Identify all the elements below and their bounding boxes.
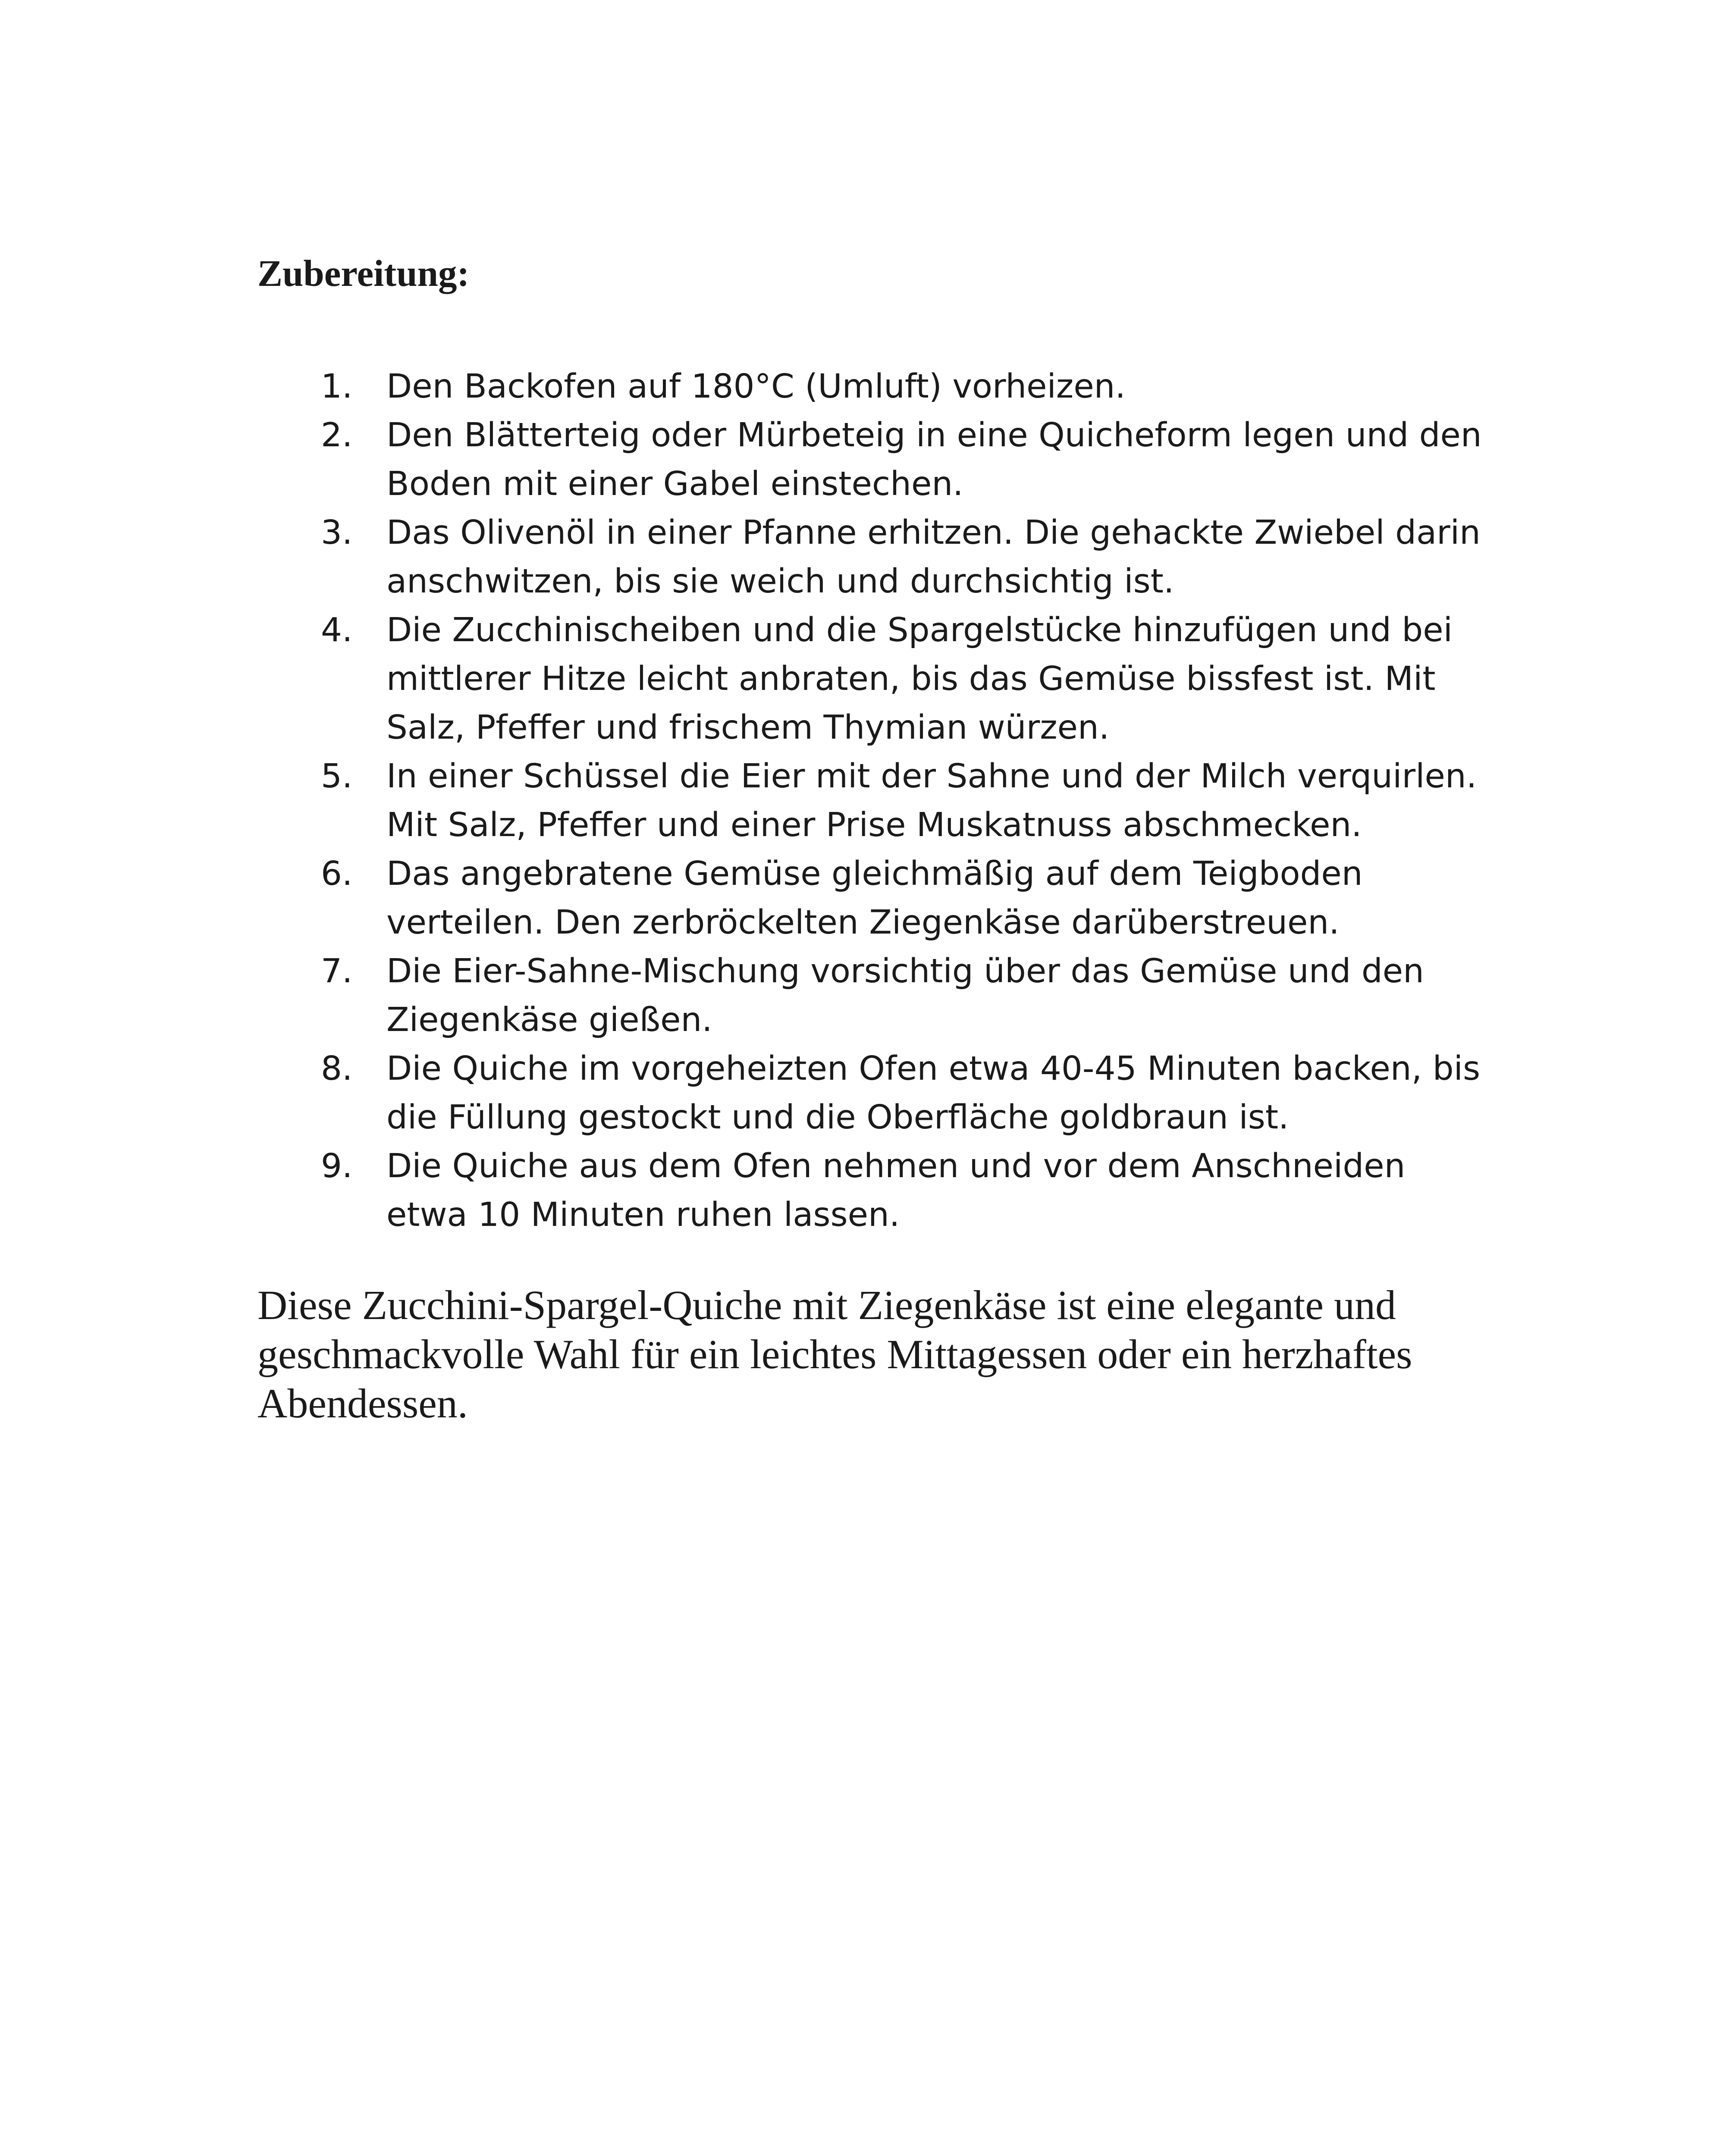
step-text: Das angebratene Gemüse gleichmäßig auf dem Teigboden verteilen. Den zerbröckelten Ziegenkäse darüberstreuen. bbox=[386, 855, 1363, 942]
list-item bbox=[0, 362, 1732, 411]
list-item bbox=[0, 606, 1732, 752]
step-text: Das Olivenöl in einer Pfanne erhitzen. Die gehackte Zwiebel darin anschwitzen, bis sie weich und durchsichtig ist. bbox=[386, 514, 1481, 601]
step-text: Die Eier-Sahne-Mischung vorsichtig über das Gemüse und den Ziegenkäse gießen. bbox=[386, 952, 1424, 1039]
step-number: 2. bbox=[321, 416, 353, 454]
list-item bbox=[0, 508, 1732, 606]
step-number: 3. bbox=[321, 514, 353, 552]
step-text: In einer Schüssel die Eier mit der Sahne und der Milch verquirlen. Mit Salz, Pfeffer und einer Prise Muskatnuss abschmecken. bbox=[386, 757, 1477, 844]
list-item bbox=[0, 1142, 1732, 1239]
step-number: 6. bbox=[321, 855, 353, 893]
list-item bbox=[0, 947, 1732, 1044]
step-number: 9. bbox=[321, 1147, 353, 1185]
step-number: 1. bbox=[321, 367, 353, 406]
list-item bbox=[0, 849, 1732, 947]
step-number: 5. bbox=[321, 757, 353, 796]
section-heading: Zubereitung: bbox=[257, 252, 470, 294]
step-text: Die Quiche im vorgeheizten Ofen etwa 40-45 Minuten backen, bis die Füllung gestockt und die Oberfläche goldbraun ist. bbox=[386, 1050, 1481, 1137]
step-text: Die Quiche aus dem Ofen nehmen und vor dem Anschneiden etwa 10 Minuten ruhen lassen. bbox=[386, 1147, 1406, 1234]
step-number: 4. bbox=[321, 611, 353, 649]
step-number: 7. bbox=[321, 952, 353, 990]
closing-paragraph: Diese Zucchini-Spargel-Quiche mit Ziegenkäse ist eine elegante und geschmackvolle Wahl für ein leichtes Mittagessen oder ein herzhaftes Abendessen. bbox=[257, 1282, 1412, 1426]
step-number: 8. bbox=[321, 1050, 353, 1088]
step-text: Den Blätterteig oder Mürbeteig in eine Quicheform legen und den Boden mit einer Gabel einstechen. bbox=[386, 416, 1482, 503]
step-text: Den Backofen auf 180°C (Umluft) vorheizen. bbox=[386, 367, 1126, 406]
list-item bbox=[0, 411, 1732, 508]
step-text: Die Zucchinischeiben und die Spargelstücke hinzufügen und bei mittlerer Hitze leicht anbraten, bis das Gemüse bissfest ist. Mit Salz, Pfeffer und frischem Thymian würzen. bbox=[386, 611, 1453, 747]
instruction-list bbox=[0, 362, 1732, 1239]
list-item bbox=[0, 752, 1732, 849]
list-item bbox=[0, 1044, 1732, 1142]
